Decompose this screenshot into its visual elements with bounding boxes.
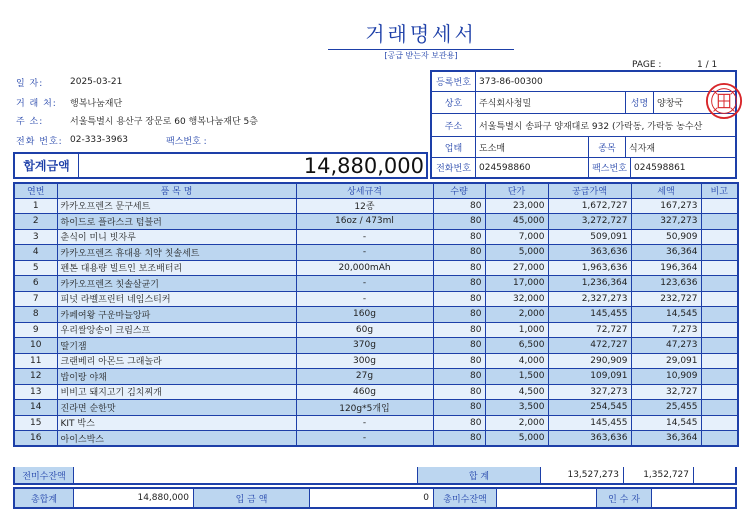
cell-qty: 80 <box>433 245 485 261</box>
cell-note <box>701 431 738 447</box>
cell-price: 7,000 <box>485 229 548 245</box>
cell-no: 12 <box>14 369 57 385</box>
cell-name: 진라면 순한맛 <box>57 400 296 416</box>
grand-total-label: 총합계 <box>15 489 73 507</box>
cell-tax: 14,545 <box>631 415 701 431</box>
cell-qty: 80 <box>433 415 485 431</box>
cell-supply: 363,636 <box>548 431 631 447</box>
company-label: 상호 <box>432 92 476 113</box>
table-row <box>14 415 738 431</box>
cell-spec: - <box>296 276 433 292</box>
cell-spec: 20,000mAh <box>296 260 433 276</box>
cell-no: 13 <box>14 384 57 400</box>
cell-tax: 327,273 <box>631 214 701 230</box>
cell-name: 카페여왕 구운마늘앙파 <box>57 307 296 323</box>
client-phone: 02-333-3963 <box>70 135 129 145</box>
cell-spec: - <box>296 291 433 307</box>
cell-qty: 80 <box>433 260 485 276</box>
cell-tax: 32,727 <box>631 384 701 400</box>
table-row <box>14 400 738 416</box>
cell-name: 크랜베리 아몬드 그래놀라 <box>57 353 296 369</box>
item-value: 식자재 <box>629 143 656 154</box>
cell-qty: 80 <box>433 369 485 385</box>
recipient-date-row <box>16 75 122 89</box>
cell-tax: 167,273 <box>631 198 701 214</box>
cell-no: 1 <box>14 198 57 214</box>
column-header: 상세규격 <box>296 183 433 198</box>
cell-name: 밥이랑 야채 <box>57 369 296 385</box>
date-label: 일 자: <box>16 78 44 89</box>
cell-no: 5 <box>14 260 57 276</box>
cell-supply: 145,455 <box>548 415 631 431</box>
document-title: 거래명세서 <box>328 18 514 50</box>
cell-spec: 12종 <box>296 198 433 214</box>
recipient-address-row <box>16 113 258 127</box>
table-row <box>14 245 738 261</box>
company-seal-icon <box>705 82 743 120</box>
cell-name: KIT 박스 <box>57 415 296 431</box>
table-row <box>14 353 738 369</box>
column-header: 단가 <box>485 183 548 198</box>
cell-note <box>701 400 738 416</box>
cell-name: 춘식이 미니 빗자루 <box>57 229 296 245</box>
cell-qty: 80 <box>433 198 485 214</box>
cell-name: 우리쌀앙송이 크림스프 <box>57 322 296 338</box>
cell-tax: 10,909 <box>631 369 701 385</box>
cell-price: 5,000 <box>485 245 548 261</box>
sum-tax-value: 1,352,727 <box>623 467 693 483</box>
cell-qty: 80 <box>433 214 485 230</box>
column-header: 세액 <box>631 183 701 198</box>
cell-supply: 72,727 <box>548 322 631 338</box>
cell-tax: 196,364 <box>631 260 701 276</box>
cell-no: 4 <box>14 245 57 261</box>
cell-name: 카카오프렌즈 칫솔살균기 <box>57 276 296 292</box>
cell-supply: 145,455 <box>548 307 631 323</box>
cell-price: 45,000 <box>485 214 548 230</box>
cell-spec: 160g <box>296 307 433 323</box>
cell-price: 17,000 <box>485 276 548 292</box>
cell-name: 하이드로 플라스크 텀블러 <box>57 214 296 230</box>
items-table <box>13 182 739 447</box>
table-row <box>14 260 738 276</box>
reg-value: 373-86-00300 <box>479 76 543 87</box>
column-header: 비고 <box>701 183 738 198</box>
cell-price: 27,000 <box>485 260 548 276</box>
cell-spec: - <box>296 415 433 431</box>
cell-supply: 1,963,636 <box>548 260 631 276</box>
cell-supply: 1,672,727 <box>548 198 631 214</box>
cell-note <box>701 198 738 214</box>
cell-note <box>701 214 738 230</box>
subtotal-row <box>13 467 737 485</box>
cell-supply: 109,091 <box>548 369 631 385</box>
table-header <box>14 183 738 198</box>
cell-price: 3,500 <box>485 400 548 416</box>
cell-price: 32,000 <box>485 291 548 307</box>
sum-supply-value: 13,527,273 <box>540 467 623 483</box>
recipient-phone-row <box>16 133 207 147</box>
column-header: 수량 <box>433 183 485 198</box>
cell-spec: 120g*5개입 <box>296 400 433 416</box>
column-header: 연번 <box>14 183 57 198</box>
cell-no: 3 <box>14 229 57 245</box>
fax-label: 팩스번호 : <box>166 136 207 147</box>
cell-tax: 50,909 <box>631 229 701 245</box>
table-row <box>14 214 738 230</box>
cell-tax: 123,636 <box>631 276 701 292</box>
cell-note <box>701 291 738 307</box>
cell-supply: 3,272,727 <box>548 214 631 230</box>
cell-price: 1,000 <box>485 322 548 338</box>
prev-balance-value <box>73 467 417 483</box>
cell-tax: 29,091 <box>631 353 701 369</box>
cell-price: 2,000 <box>485 307 548 323</box>
supplier-reg-row <box>432 72 735 92</box>
item-label: 종목 <box>589 137 626 157</box>
reg-label: 등록번호 <box>432 72 476 91</box>
cell-tax: 25,455 <box>631 400 701 416</box>
cell-note <box>701 307 738 323</box>
sum-note-cell <box>693 467 735 483</box>
cell-supply: 472,727 <box>548 338 631 354</box>
supplier-phone-label: 전화번호 <box>432 158 476 177</box>
cell-note <box>701 322 738 338</box>
table-row <box>14 276 738 292</box>
grand-total-value: 14,880,000 <box>73 489 193 507</box>
supplier-phone-value: 024598860 <box>476 158 589 177</box>
cell-name: 피넛 라벨프린터 네임스티커 <box>57 291 296 307</box>
cell-price: 4,500 <box>485 384 548 400</box>
grand-total-row <box>13 487 737 509</box>
cell-name: 아이스박스 <box>57 431 296 447</box>
cell-supply: 290,909 <box>548 353 631 369</box>
cell-no: 2 <box>14 214 57 230</box>
cell-note <box>701 415 738 431</box>
total-amount-label: 합계금액 <box>15 154 79 177</box>
cell-tax: 36,364 <box>631 431 701 447</box>
owner-value: 양창국 <box>657 99 684 109</box>
table-row <box>14 229 738 245</box>
cell-note <box>701 353 738 369</box>
cell-spec: - <box>296 229 433 245</box>
total-amount-value: 14,880,000 <box>303 153 424 178</box>
cell-note <box>701 338 738 354</box>
supplier-info <box>430 70 737 179</box>
table-row <box>14 322 738 338</box>
table-row <box>14 198 738 214</box>
paid-value: 0 <box>309 489 433 507</box>
cell-note <box>701 260 738 276</box>
client-label: 거 래 처: <box>16 98 57 109</box>
cell-note <box>701 369 738 385</box>
cell-qty: 80 <box>433 291 485 307</box>
cell-name: 카카오프렌즈 문구세트 <box>57 198 296 214</box>
cell-qty: 80 <box>433 307 485 323</box>
cell-supply: 2,327,273 <box>548 291 631 307</box>
cell-price: 6,500 <box>485 338 548 354</box>
company-value: 주식회사청밀 <box>476 92 626 113</box>
cell-qty: 80 <box>433 322 485 338</box>
cell-price: 5,000 <box>485 431 548 447</box>
cell-supply: 327,273 <box>548 384 631 400</box>
document-subtitle: [공급 받는자 보관용] <box>384 51 458 60</box>
cell-spec: 16oz / 473ml <box>296 214 433 230</box>
cell-name: 딸기잼 <box>57 338 296 354</box>
cell-price: 23,000 <box>485 198 548 214</box>
cell-qty: 80 <box>433 431 485 447</box>
supplier-business-row <box>432 137 735 158</box>
cell-tax: 36,364 <box>631 245 701 261</box>
cell-spec: 460g <box>296 384 433 400</box>
table-row <box>14 384 738 400</box>
cell-price: 2,000 <box>485 415 548 431</box>
cell-no: 8 <box>14 307 57 323</box>
cell-qty: 80 <box>433 276 485 292</box>
cell-supply: 363,636 <box>548 245 631 261</box>
paid-label: 입 금 액 <box>193 489 309 507</box>
cell-note <box>701 384 738 400</box>
cell-spec: 300g <box>296 353 433 369</box>
cell-no: 11 <box>14 353 57 369</box>
page-label: PAGE : <box>632 60 662 70</box>
receiver-label: 인 수 자 <box>596 489 651 507</box>
cell-supply: 509,091 <box>548 229 631 245</box>
cell-no: 7 <box>14 291 57 307</box>
cell-no: 15 <box>14 415 57 431</box>
page-indicator <box>632 60 718 70</box>
supplier-phone-row <box>432 158 735 177</box>
supplier-address-value: 서울특별시 송파구 양재대로 932 (가락동, 가락동 농수산 <box>479 121 703 132</box>
cell-spec: - <box>296 245 433 261</box>
supplier-fax-label: 팩스번호 <box>589 158 631 177</box>
cell-name: 비비고 돼지고기 김치찌개 <box>57 384 296 400</box>
client-address: 서울특별시 용산구 장문로 60 행복나눔재단 5층 <box>70 116 258 127</box>
recipient-name-row <box>16 95 122 109</box>
cell-qty: 80 <box>433 384 485 400</box>
supplier-company-row <box>432 92 735 114</box>
cell-spec: 370g <box>296 338 433 354</box>
cell-note <box>701 245 738 261</box>
cell-tax: 14,545 <box>631 307 701 323</box>
cell-no: 16 <box>14 431 57 447</box>
cell-qty: 80 <box>433 229 485 245</box>
balance-label: 총미수잔액 <box>433 489 496 507</box>
total-amount-box <box>13 152 428 179</box>
client-name: 행복나눔재단 <box>70 98 123 109</box>
cell-no: 9 <box>14 322 57 338</box>
table-row <box>14 431 738 447</box>
cell-note <box>701 276 738 292</box>
cell-tax: 47,273 <box>631 338 701 354</box>
cell-name: 카카오프렌즈 휴대용 치약 칫솔세트 <box>57 245 296 261</box>
cell-supply: 1,236,364 <box>548 276 631 292</box>
recipient-info <box>16 75 428 151</box>
address-label: 주 소: <box>16 116 44 127</box>
cell-qty: 80 <box>433 353 485 369</box>
receiver-value <box>651 489 735 507</box>
date-value: 2025-03-21 <box>70 77 123 87</box>
business-label: 업태 <box>432 137 476 157</box>
phone-label: 전화 번호: <box>16 136 63 147</box>
owner-label: 성명 <box>626 92 654 113</box>
sum-label: 합 계 <box>417 467 540 483</box>
cell-no: 10 <box>14 338 57 354</box>
cell-spec: 60g <box>296 322 433 338</box>
table-row <box>14 307 738 323</box>
cell-spec: - <box>296 431 433 447</box>
cell-no: 14 <box>14 400 57 416</box>
column-header: 품 목 명 <box>57 183 296 198</box>
balance-value <box>496 489 596 507</box>
cell-tax: 7,273 <box>631 322 701 338</box>
cell-spec: 27g <box>296 369 433 385</box>
supplier-address-label: 주소 <box>432 114 476 136</box>
prev-balance-label: 전미수잔액 <box>15 467 73 483</box>
supplier-address-row <box>432 114 735 137</box>
cell-tax: 232,727 <box>631 291 701 307</box>
cell-qty: 80 <box>433 338 485 354</box>
page-value: 1 / 1 <box>697 60 718 70</box>
cell-no: 6 <box>14 276 57 292</box>
table-row <box>14 338 738 354</box>
cell-name: 펜톤 대용량 빌트인 보조배터리 <box>57 260 296 276</box>
cell-price: 1,500 <box>485 369 548 385</box>
table-row <box>14 291 738 307</box>
cell-note <box>701 229 738 245</box>
cell-qty: 80 <box>433 400 485 416</box>
supplier-fax-value: 024598861 <box>634 162 686 173</box>
table-row <box>14 369 738 385</box>
business-value: 도소매 <box>476 137 589 157</box>
column-header: 공급가액 <box>548 183 631 198</box>
cell-price: 4,000 <box>485 353 548 369</box>
cell-supply: 254,545 <box>548 400 631 416</box>
